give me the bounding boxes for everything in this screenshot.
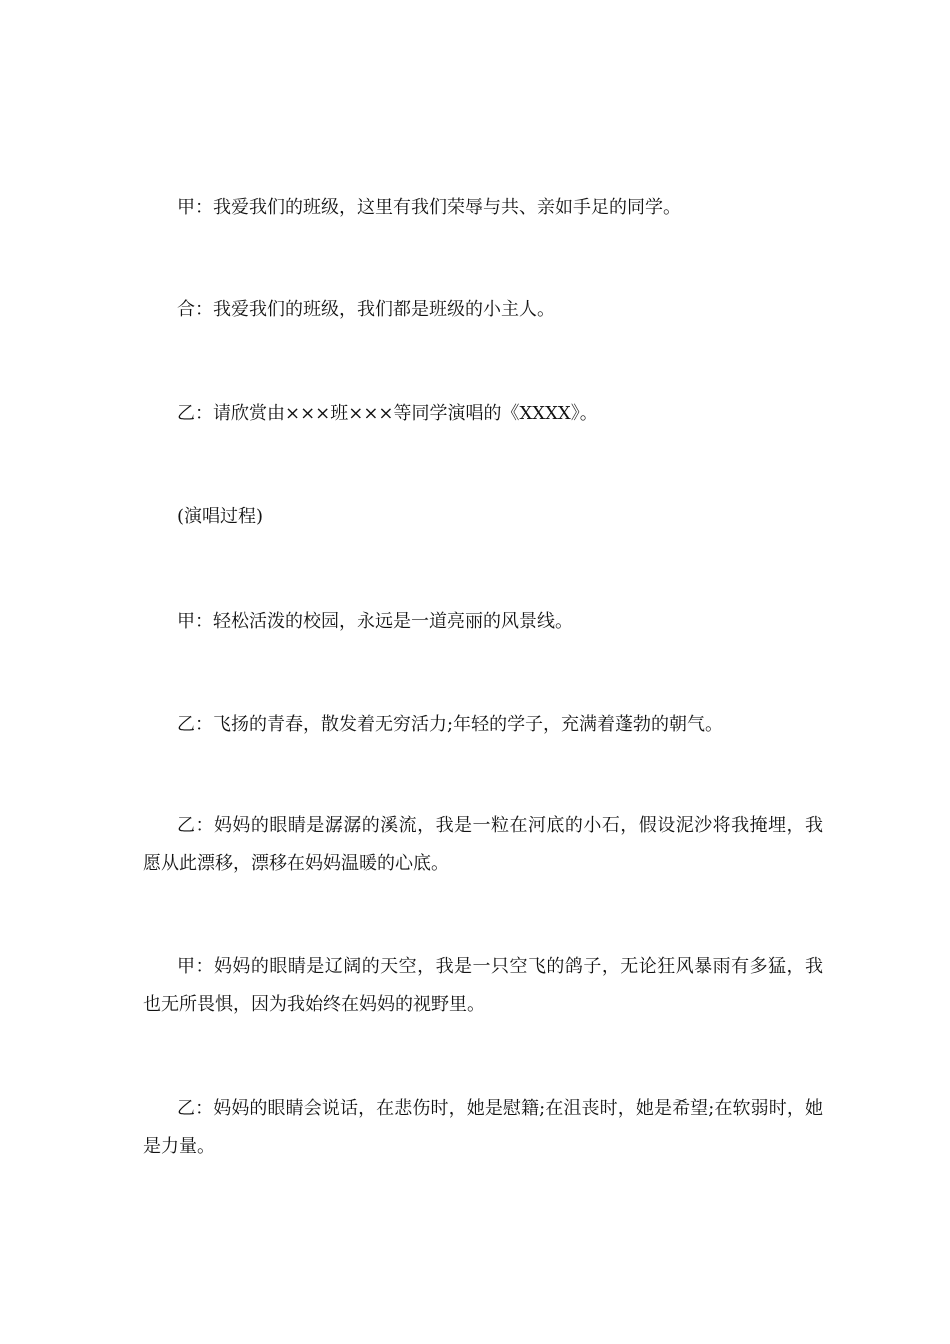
paragraph-5: 甲：轻松活泼的校园，永远是一道亮丽的风景线。 bbox=[177, 611, 573, 632]
paragraph-4: (演唱过程) bbox=[177, 506, 264, 527]
paragraph-1: 甲：我爱我们的班级，这里有我们荣辱与共、亲如手足的同学。 bbox=[177, 197, 681, 218]
paragraph-8: 甲：妈妈的眼睛是辽阔的天空，我是一只空飞的鸽子，无论狂风暴雨有多猛，我也无所畏惧，因为我始终在妈妈的视野里。 bbox=[143, 956, 823, 1015]
paragraph-9: 乙：妈妈的眼睛会说话，在悲伤时，她是慰籍;在沮丧时，她是希望;在软弱时，她是力量。 bbox=[143, 1098, 823, 1157]
paragraph-3: 乙：请欣赏由×××班×××等同学演唱的《XXXX》。 bbox=[177, 403, 598, 424]
paragraph-6: 乙：飞扬的青春，散发着无穷活力;年轻的学子，充满着蓬勃的朝气。 bbox=[177, 714, 724, 735]
paragraph-2: 合：我爱我们的班级，我们都是班级的小主人。 bbox=[177, 299, 555, 320]
paragraph-7: 乙：妈妈的眼睛是潺潺的溪流，我是一粒在河底的小石，假设泥沙将我掩埋，我愿从此漂移，漂移在妈妈温暖的心底。 bbox=[143, 815, 823, 874]
